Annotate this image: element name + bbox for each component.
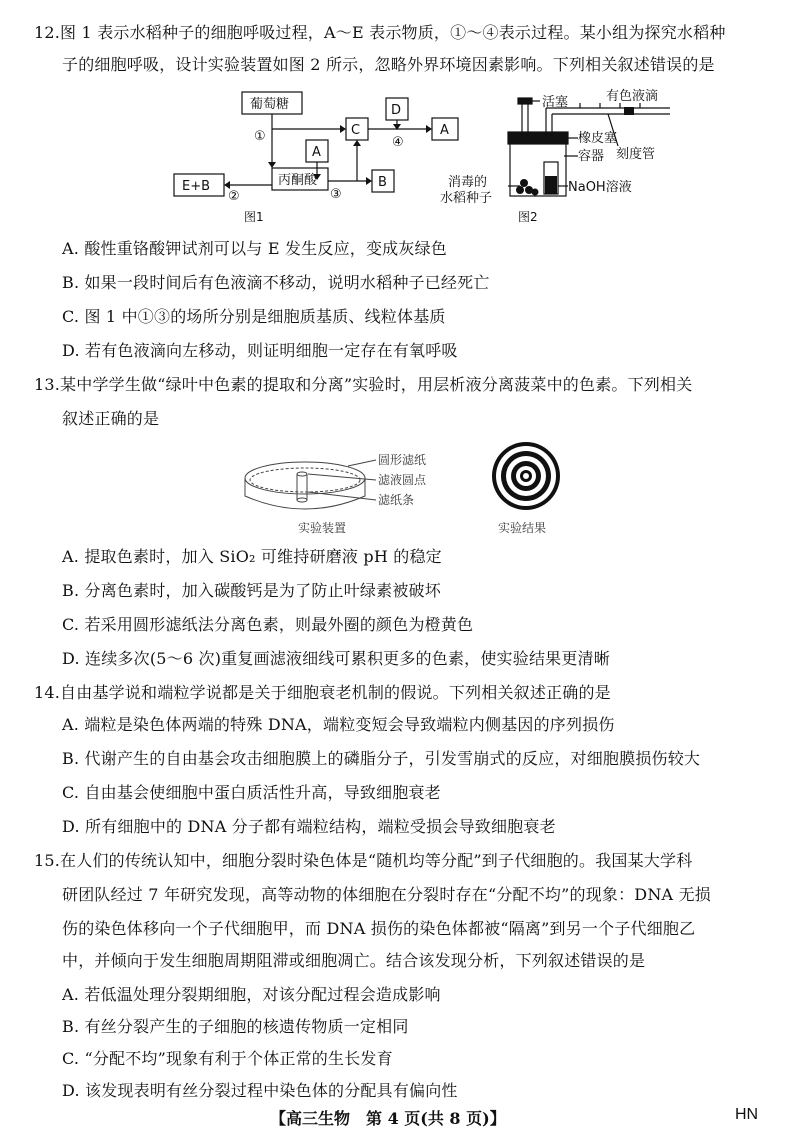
q12-option-d: D. 若有色液滴向左移动，则证明细胞一定存在有氧呼吸 bbox=[62, 341, 458, 360]
fig1-a-out-label: A bbox=[440, 123, 449, 138]
fig2-stopper-label: 橡皮塞 bbox=[578, 131, 618, 146]
q14-option-c: C. 自由基会使细胞中蛋白质活性升高，导致细胞衰老 bbox=[62, 783, 441, 802]
fig1-c-label: C bbox=[351, 123, 361, 138]
q12-figure1 bbox=[170, 86, 480, 226]
q13-option-d: D. 连续多次(5～6 次)重复画滤液细线可累积更多的色素，使实验结果更清晰 bbox=[62, 649, 610, 668]
fig1-step4-label: ④ bbox=[392, 135, 404, 150]
fig1-eb-label: E+B bbox=[182, 179, 211, 194]
q15-option-c: C. “分配不均”现象有利于个体正常的生长发育 bbox=[62, 1049, 393, 1068]
fig2-seeds-label-line2: 水稻种子 bbox=[440, 191, 493, 206]
q15-stem-line3: 伤的染色体移向一个子代细胞甲，而 DNA 损伤的染色体都被“隔离”到另一个子代细胞乙 bbox=[62, 919, 696, 938]
fig1-step2-label: ② bbox=[228, 189, 240, 204]
q13-result-rings bbox=[492, 442, 560, 510]
q12-stem-line2: 子的细胞呼吸，设计实验装置如图 2 所示，忽略外界环境因素影响。下列相关叙述错误的是 bbox=[62, 55, 715, 74]
q13-label-paper-strip: 滤纸条 bbox=[378, 493, 415, 507]
footer-page-info: 【高三生物 第 4 页(共 8 页)】 bbox=[270, 1109, 506, 1128]
footer-region-code: HN bbox=[735, 1106, 759, 1123]
fig1-pyruvate-label: 丙酮酸 bbox=[278, 173, 318, 188]
fig1-b-label: B bbox=[378, 175, 387, 190]
fig1-step1-label: ① bbox=[254, 129, 266, 144]
q13-label-circular-paper: 圆形滤纸 bbox=[378, 453, 427, 467]
q12-option-a: A. 酸性重铬酸钾试剂可以与 E 发生反应，变成灰绿色 bbox=[62, 239, 447, 258]
q13-stem-line1: 13.某中学学生做“绿叶中色素的提取和分离”实验时，用层析液分离菠菜中的色素。下列相关 bbox=[34, 375, 693, 394]
q15-option-a: A. 若低温处理分裂期细胞，对该分配过程会造成影响 bbox=[62, 985, 441, 1004]
fig1-glucose-label: 葡萄糖 bbox=[250, 97, 290, 112]
q15-option-d: D. 该发现表明有丝分裂过程中染色体的分配具有偏向性 bbox=[62, 1081, 458, 1100]
q12-figure2 bbox=[440, 86, 780, 226]
q15-stem-line2: 研团队经过 7 年研究发现，高等动物的体细胞在分裂时存在“分配不均”的现象：DNA 无损 bbox=[62, 885, 711, 904]
fig2-droplet-label: 有色液滴 bbox=[606, 89, 659, 104]
fig2-seeds-label-line1: 消毒的 bbox=[448, 175, 488, 190]
fig1-step3-label: ③ bbox=[330, 187, 342, 202]
fig2-container-label: 容器 bbox=[578, 149, 605, 164]
q12-stem-line1: 12.图 1 表示水稻种子的细胞呼吸过程，A～E 表示物质，①～④表示过程。某小组为探究水稻种 bbox=[34, 23, 726, 42]
fig2-caption: 图2 bbox=[518, 210, 538, 224]
fig1-d-label: D bbox=[391, 103, 402, 118]
fig1-caption: 图1 bbox=[244, 210, 264, 224]
q14-stem: 14.自由基学说和端粒学说都是关于细胞衰老机制的假说。下列相关叙述正确的是 bbox=[34, 683, 611, 702]
q15-option-b: B. 有丝分裂产生的子细胞的核遗传物质一定相同 bbox=[62, 1017, 409, 1036]
q13-option-b: B. 分离色素时，加入碳酸钙是为了防止叶绿素被破坏 bbox=[62, 581, 441, 600]
q12-option-c: C. 图 1 中①③的场所分别是细胞质基质、线粒体基质 bbox=[62, 307, 446, 326]
q12-option-b: B. 如果一段时间后有色液滴不移动，说明水稻种子已经死亡 bbox=[62, 273, 490, 292]
q13-label-filtrate-dot: 滤液圆点 bbox=[378, 473, 427, 487]
q13-figure bbox=[240, 438, 580, 538]
fig2-stopcock-label: 活塞 bbox=[542, 95, 569, 110]
q13-caption-setup: 实验装置 bbox=[298, 521, 347, 535]
q13-caption-result: 实验结果 bbox=[498, 521, 547, 535]
fig1-a-mid-label: A bbox=[312, 145, 321, 160]
q13-option-c: C. 若采用圆形滤纸法分离色素，则最外圈的颜色为橙黄色 bbox=[62, 615, 474, 634]
q13-stem-line2: 叙述正确的是 bbox=[62, 409, 160, 428]
fig2-scale-label: 刻度管 bbox=[616, 147, 656, 162]
q14-option-b: B. 代谢产生的自由基会攻击细胞膜上的磷脂分子，引发雪崩式的反应，对细胞膜损伤较大 bbox=[62, 749, 701, 768]
q14-option-a: A. 端粒是染色体两端的特殊 DNA，端粒变短会导致端粒内侧基因的序列损伤 bbox=[62, 715, 615, 734]
fig2-naoh-label: NaOH溶液 bbox=[568, 180, 632, 195]
q15-stem-line4: 中，并倾向于发生细胞周期阻滞或细胞凋亡。结合该发现分析，下列叙述错误的是 bbox=[62, 951, 646, 970]
q14-option-d: D. 所有细胞中的 DNA 分子都有端粒结构，端粒受损会导致细胞衰老 bbox=[62, 817, 556, 836]
q15-stem-line1: 15.在人们的传统认知中，细胞分裂时染色体是“随机均等分配”到子代细胞的。我国某大学科 bbox=[34, 851, 693, 870]
q13-option-a: A. 提取色素时，加入 SiO₂ 可维持研磨液 pH 的稳定 bbox=[62, 547, 442, 566]
